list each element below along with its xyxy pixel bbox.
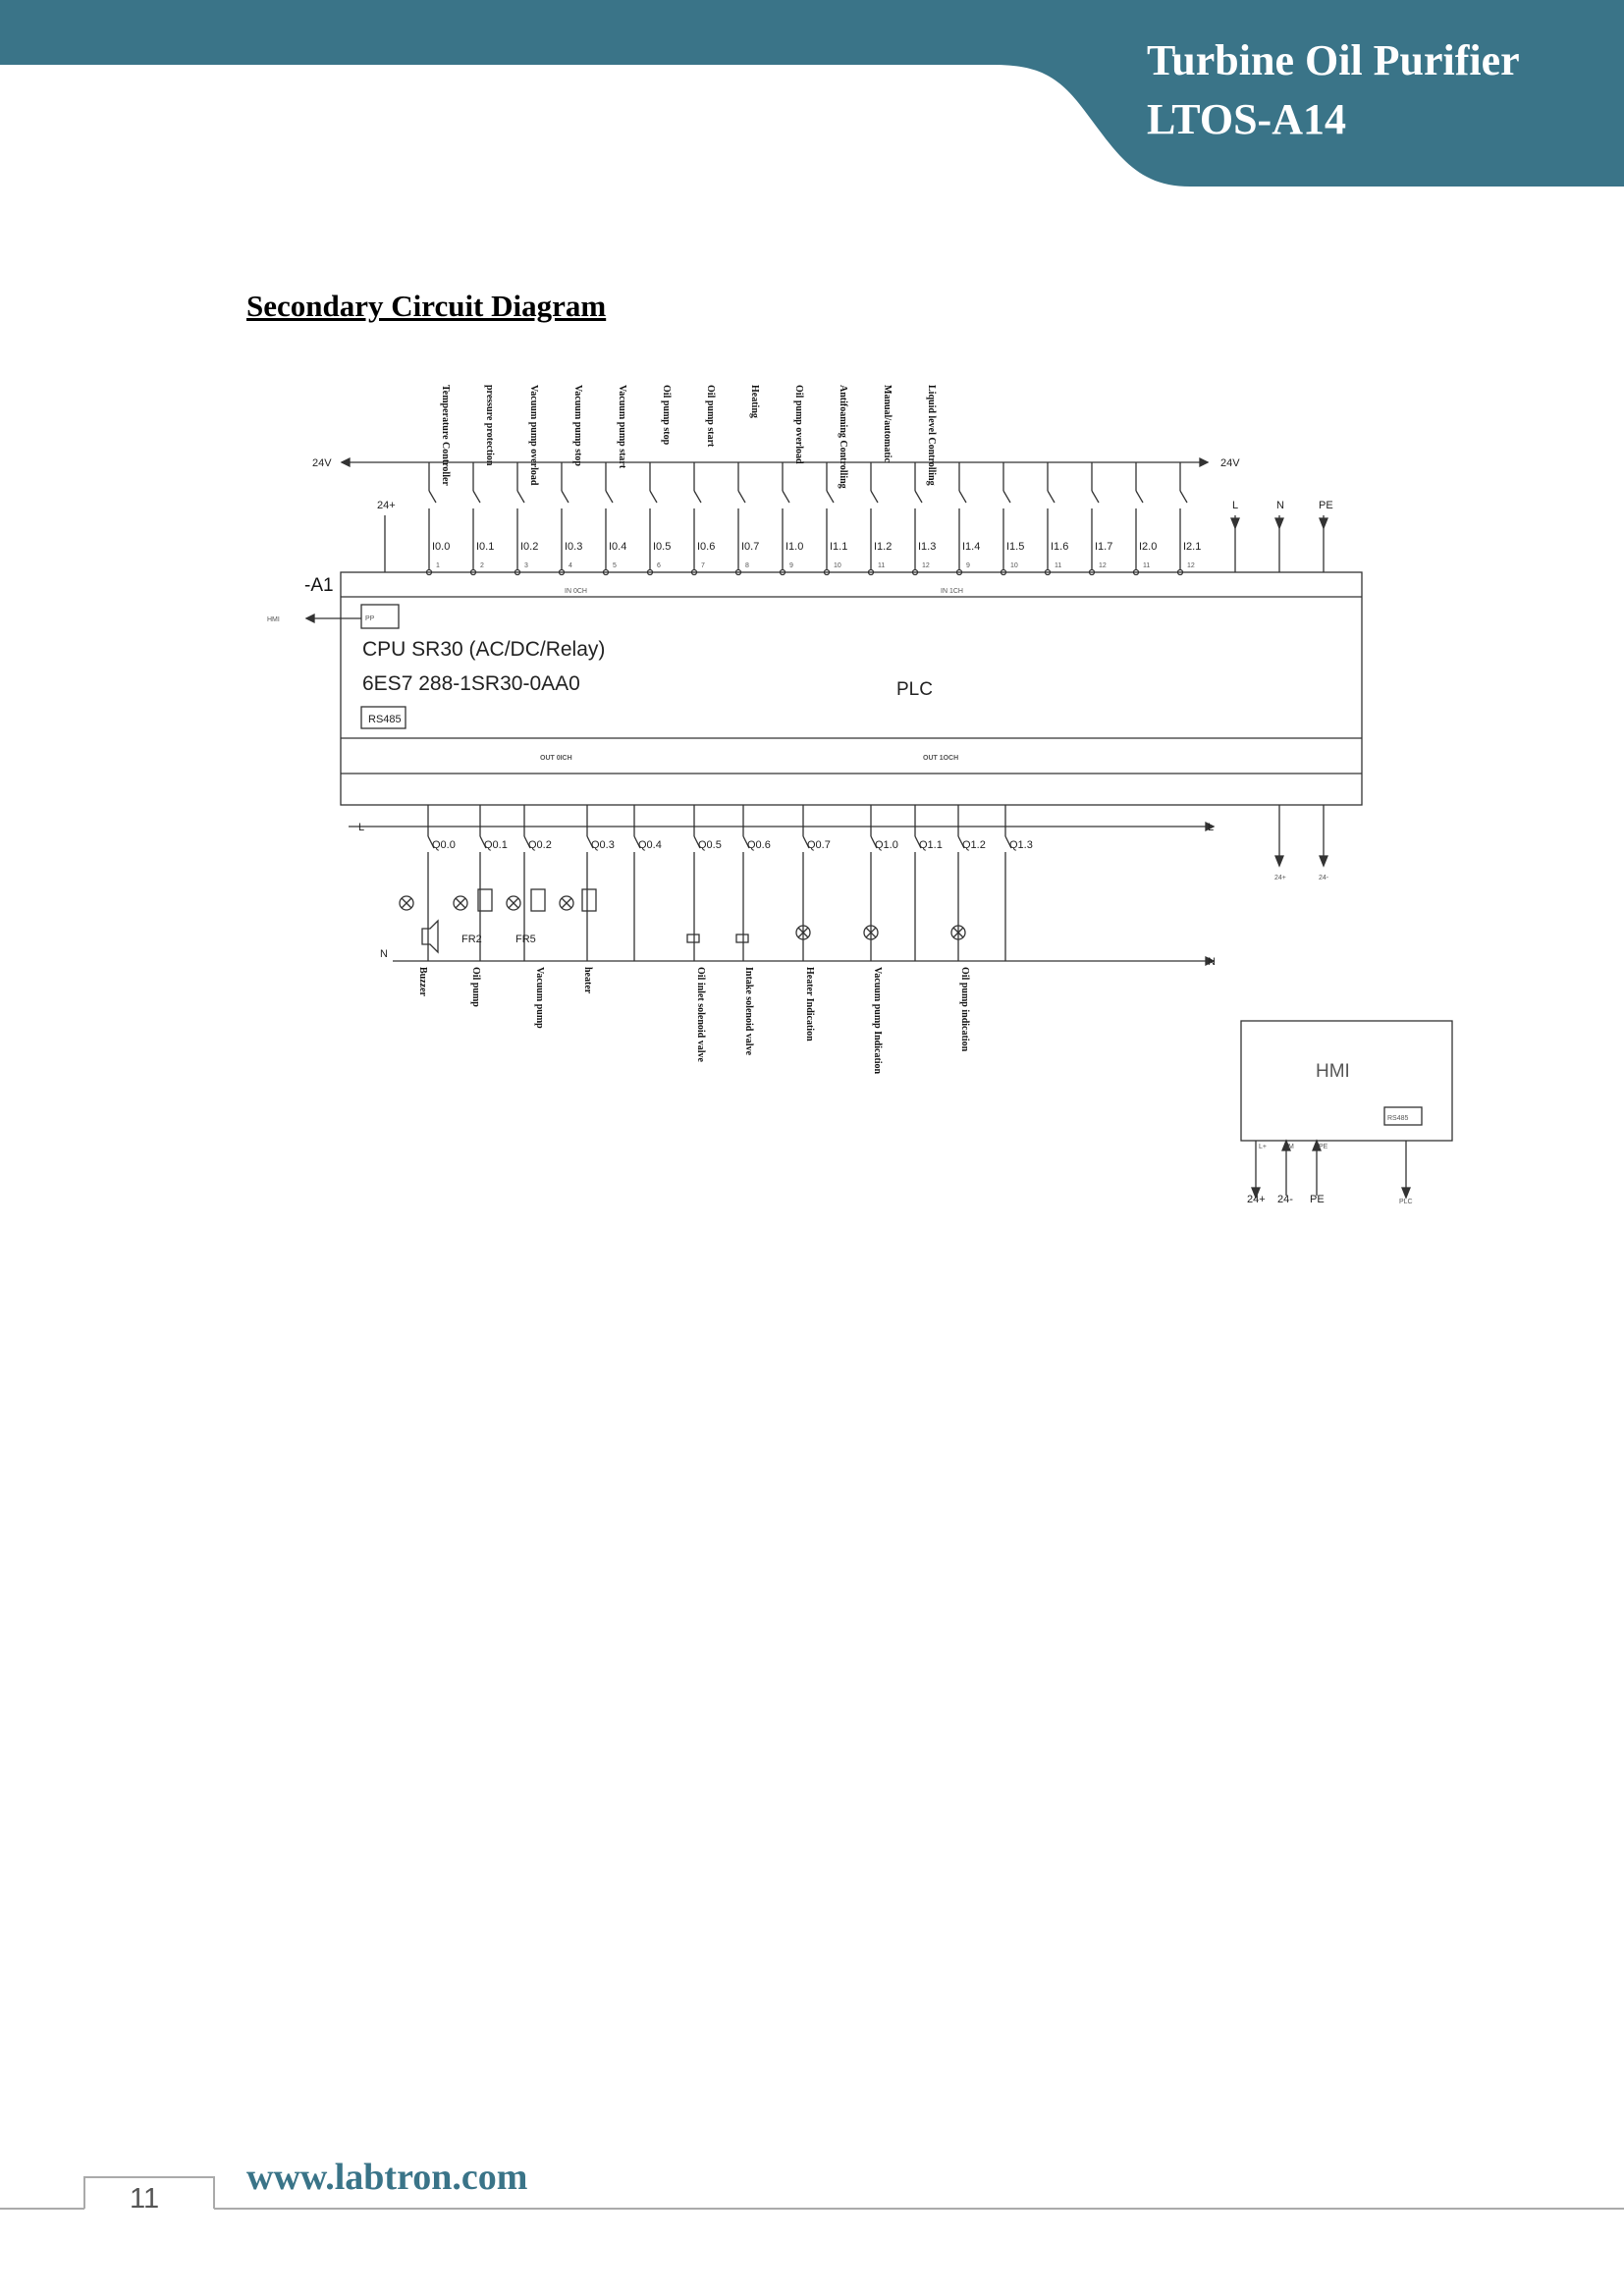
input-number: 1 <box>436 562 440 569</box>
input-number: 12 <box>1099 562 1107 569</box>
out-group-left: OUT 0ICH <box>540 755 572 762</box>
load-label: Oil pump indication <box>959 967 970 1052</box>
top-signal-label: Oil pump overload <box>793 385 804 464</box>
in-group-right: IN 1CH <box>941 588 963 595</box>
load-label: Intake solenoid valve <box>743 967 754 1056</box>
top-signal-label: Manual/automatic <box>882 385 893 462</box>
output-label: Q1.3 <box>1009 839 1033 851</box>
input-number: 2 <box>480 562 484 569</box>
input-label: I0.2 <box>520 541 539 553</box>
input-number: 5 <box>613 562 617 569</box>
output-label: Q0.2 <box>528 839 552 851</box>
input-label: I0.0 <box>432 541 451 553</box>
output-label: Q0.7 <box>807 839 831 851</box>
hmi-title: HMI <box>1316 1061 1350 1082</box>
rail-n-label: N <box>380 948 388 960</box>
load-label: Oil pump <box>470 967 481 1007</box>
input-number: 12 <box>1187 562 1195 569</box>
input-label: I2.0 <box>1139 541 1158 553</box>
input-label: I2.1 <box>1183 541 1202 553</box>
cpu-model: CPU SR30 (AC/DC/Relay) <box>362 638 606 661</box>
top-signal-label: Oil pump stop <box>661 385 672 446</box>
input-label: I0.6 <box>697 541 716 553</box>
output-label: Q1.2 <box>962 839 986 851</box>
top-signal-label: Oil pump start <box>705 385 716 448</box>
hmi-plc-label: PLC <box>1399 1199 1413 1205</box>
input-label: I0.3 <box>565 541 583 553</box>
input-label: I1.7 <box>1095 541 1113 553</box>
out-group-right: OUT 1OCH <box>923 755 959 762</box>
input-number: 7 <box>701 562 705 569</box>
input-number: 9 <box>966 562 970 569</box>
hmi-terminal-m: M <box>1288 1144 1294 1150</box>
footer-website-link[interactable]: www.labtron.com <box>246 2157 528 2198</box>
input-number: 9 <box>789 562 793 569</box>
output-label: Q0.6 <box>747 839 771 851</box>
hmi-arrow-label: HMI <box>267 616 280 623</box>
rail-l-label: L <box>358 822 365 833</box>
load-label: Vacuum pump <box>534 967 545 1029</box>
supply-24v-left: 24V <box>312 457 332 469</box>
input-number: 3 <box>524 562 528 569</box>
hmi-bottom-24plus: 24+ <box>1247 1194 1266 1205</box>
load-label: heater <box>582 967 593 994</box>
input-number: 11 <box>878 562 886 569</box>
load-label: Oil inlet solenoid valve <box>695 967 706 1062</box>
input-label: I0.7 <box>741 541 760 553</box>
doc-title: Turbine Oil Purifier <box>1147 36 1520 84</box>
right-power-24minus: 24- <box>1319 875 1329 881</box>
input-label: I0.1 <box>476 541 495 553</box>
rail-l-end-label: L <box>1208 822 1215 833</box>
input-label: I1.6 <box>1051 541 1069 553</box>
top-signal-label: Vacuum pump overload <box>528 385 539 486</box>
in-group-left: IN 0CH <box>565 588 587 595</box>
rail-n-end-label: N <box>1208 956 1216 968</box>
load-label: Heater Indication <box>804 967 815 1041</box>
output-label: Q0.3 <box>591 839 615 851</box>
input-number: 10 <box>1010 562 1018 569</box>
hmi-bottom-pe: PE <box>1310 1194 1325 1205</box>
input-label: I1.2 <box>874 541 893 553</box>
output-label: Q1.1 <box>919 839 943 851</box>
right-power-24plus: 24+ <box>1274 875 1286 881</box>
input-number: 6 <box>657 562 661 569</box>
power-label-pe: PE <box>1319 500 1333 511</box>
fr2-label: FR2 <box>461 934 482 945</box>
input-number: 4 <box>568 562 572 569</box>
output-label: Q1.0 <box>875 839 898 851</box>
fr5-label: FR5 <box>515 934 536 945</box>
power-label-l: L <box>1232 500 1239 511</box>
top-signal-label: pressure protection <box>484 385 495 466</box>
top-signal-label: Temperature Controller <box>440 385 451 486</box>
load-label: Vacuum pump Indication <box>872 967 883 1075</box>
input-label: I0.5 <box>653 541 672 553</box>
top-signal-label: Vacuum pump start <box>617 385 627 469</box>
supply-24v-right: 24V <box>1220 457 1240 469</box>
input-label: I0.4 <box>609 541 627 553</box>
port-label: PP <box>365 615 375 622</box>
hmi-bottom-24minus: 24- <box>1277 1194 1293 1205</box>
top-signal-label: Heating <box>749 385 760 418</box>
output-label: Q0.1 <box>484 839 508 851</box>
input-label: I1.4 <box>962 541 981 553</box>
doc-model: LTOS-A14 <box>1147 95 1346 143</box>
input-number: 11 <box>1055 562 1062 569</box>
input-label: I1.3 <box>918 541 937 553</box>
hmi-terminal-lplus: L+ <box>1259 1144 1267 1150</box>
plc-rs485: RS485 <box>368 714 402 725</box>
input-label: I1.1 <box>830 541 848 553</box>
section-title: Secondary Circuit Diagram <box>246 289 607 323</box>
input-number: 11 <box>1143 562 1151 569</box>
hmi-rs485: RS485 <box>1387 1115 1409 1122</box>
input-number: 8 <box>745 562 749 569</box>
input-number: 12 <box>922 562 930 569</box>
power-label-n: N <box>1276 500 1284 511</box>
power-label-24plus: 24+ <box>377 500 396 511</box>
top-signal-label: Vacuum pump stop <box>572 385 583 466</box>
page-number: 11 <box>130 2183 160 2215</box>
output-label: Q0.4 <box>638 839 662 851</box>
top-signal-label: Antifoaming Controlling <box>838 385 848 489</box>
output-label: Q0.0 <box>432 839 456 851</box>
plc-tag: -A1 <box>304 575 334 596</box>
output-label: Q0.5 <box>698 839 722 851</box>
hmi-terminal-pe: PE <box>1319 1144 1328 1150</box>
input-label: I1.0 <box>785 541 804 553</box>
cpu-order-number: 6ES7 288-1SR30-0AA0 <box>362 672 580 695</box>
load-label: Buzzer <box>417 967 428 996</box>
top-signal-label: Liquid level Controlling <box>926 385 937 486</box>
input-label: I1.5 <box>1006 541 1025 553</box>
plc-label: PLC <box>896 679 933 700</box>
input-number: 10 <box>834 562 841 569</box>
